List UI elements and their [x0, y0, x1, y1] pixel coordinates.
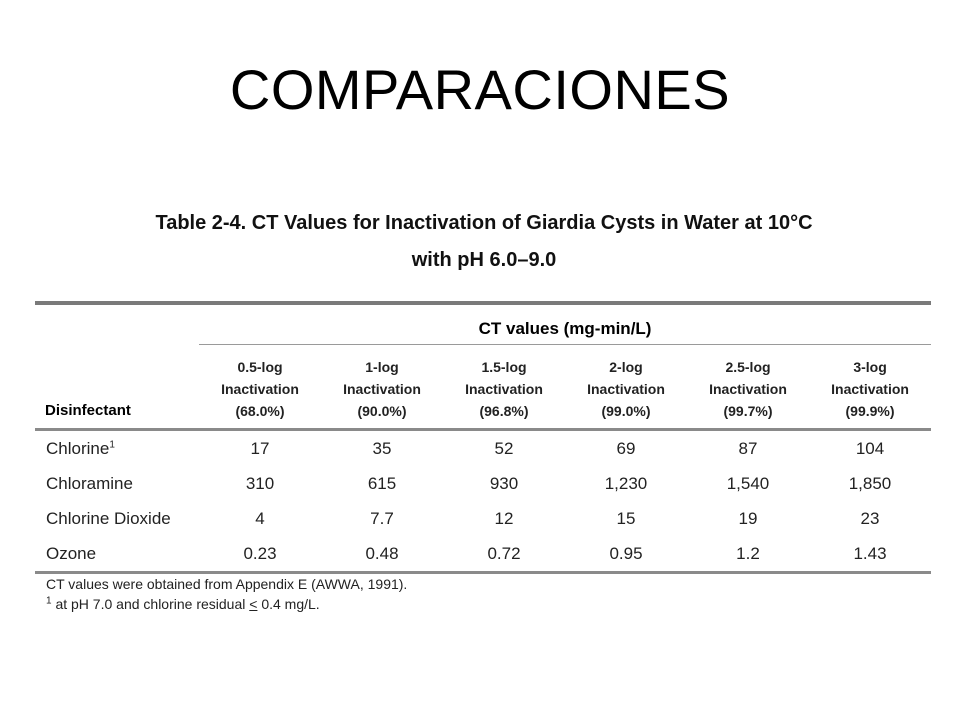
table-footnote-1: $^1$ at pH 7.0 and chlorine residual < 0.4 mg/L.: [46, 595, 320, 612]
column-header: 1-log Inactivation (90.0%): [343, 359, 421, 419]
row-label: Ozone: [46, 543, 97, 563]
row-label: Chlorine$^1$: [46, 438, 115, 458]
table-cell: 0.23: [243, 543, 277, 563]
ct-values-table: [35, 301, 931, 574]
table-cell: 930: [489, 473, 519, 493]
table-cell: 104: [855, 438, 885, 458]
table-cell: 0.72: [487, 543, 521, 563]
table-caption-line2: with pH 6.0–9.0: [411, 249, 557, 271]
slide-title: COMPARACIONES: [229, 58, 731, 121]
table-cell: 19: [738, 508, 758, 528]
table-cell: 7.7: [370, 508, 394, 528]
table-cell: 23: [860, 508, 880, 528]
table-row-ozone: [35, 536, 931, 571]
table-cell: 12: [494, 508, 514, 528]
table-row-chlorine-dioxide: [35, 501, 931, 536]
table-bottom-rule: [35, 571, 931, 574]
column-header: 1.5-log Inactivation (96.8%): [465, 359, 543, 419]
column-header: 2-log Inactivation (99.0%): [587, 359, 665, 419]
column-header: 2.5-log Inactivation (99.7%): [709, 359, 787, 419]
table-cell: 1.43: [853, 543, 887, 563]
column-header: 0.5-log Inactivation (68.0%): [221, 359, 299, 419]
table-cell: 87: [738, 438, 758, 458]
row-label: Chlorine Dioxide: [46, 508, 171, 528]
table-cell: 35: [372, 438, 392, 458]
disinfectant-header: Disinfectant: [45, 402, 131, 419]
column-header: 3-log Inactivation (99.9%): [831, 359, 909, 419]
table-cell: 52: [494, 438, 514, 458]
table-cell: 15: [616, 508, 636, 528]
table-cell: 17: [250, 438, 270, 458]
table-cell: 1,230: [604, 473, 648, 493]
table-caption-line1: Table 2-4. CT Values for Inactivation of Giardia Cysts in Water at 10°C: [155, 212, 813, 234]
table-row-chlorine: [35, 431, 931, 466]
row-label: Chloramine: [46, 473, 133, 493]
table-cell: 615: [367, 473, 397, 493]
table-cell: 310: [245, 473, 275, 493]
table-cell: 1.2: [736, 543, 760, 563]
table-row-chloramine: [35, 466, 931, 501]
table-cell: 0.95: [609, 543, 643, 563]
table-footnote-source: CT values were obtained from Appendix E (AWWA, 1991).: [46, 576, 408, 592]
table-cell: 1,540: [726, 473, 770, 493]
table-cell: 4: [255, 508, 265, 528]
table-cell: 1,850: [848, 473, 892, 493]
ct-group-header: CT values (mg-min/L): [478, 319, 652, 338]
table-cell: 69: [616, 438, 636, 458]
group-header-rule: [199, 344, 931, 345]
table-cell: 0.48: [365, 543, 399, 563]
